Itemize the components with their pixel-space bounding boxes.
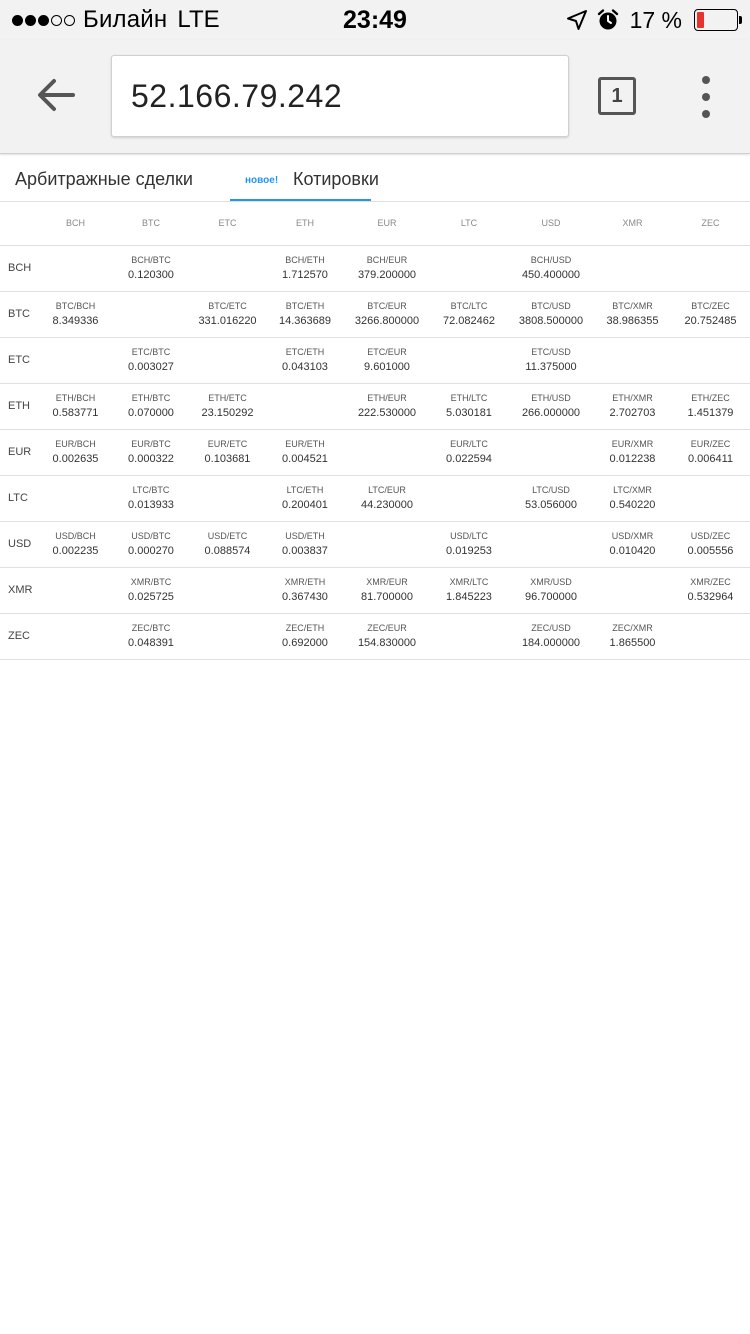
quote-pair: BTC/BCH [55, 300, 96, 311]
quote-cell [671, 475, 750, 521]
quote-value: 1.712570 [282, 268, 328, 281]
quote-cell [508, 567, 594, 613]
quote-pair: LTC/XMR [613, 484, 652, 495]
quote-cell [594, 475, 671, 521]
quote-pair: XMR/BTC [130, 576, 172, 587]
quote-pair: LTC/EUR [368, 484, 406, 495]
quote-value: 0.000322 [128, 452, 174, 465]
quote-pair: ETH/XMR [612, 392, 653, 403]
quote-cell [266, 383, 344, 429]
quote-cell [38, 521, 113, 567]
quote-cell [266, 429, 344, 475]
quote-pair: XMR/USD [530, 576, 572, 587]
row-header: USD [0, 521, 38, 567]
quote-pair: BCH/ETH [285, 254, 325, 265]
quote-cell [671, 521, 750, 567]
quote-value: 331.016220 [198, 314, 257, 327]
quote-cell [430, 291, 508, 337]
status-right [566, 6, 738, 34]
quote-pair: ZEC/BTC [131, 622, 171, 633]
quote-cell [430, 245, 508, 291]
quote-value: 0.048391 [128, 636, 174, 649]
table-row [0, 613, 750, 659]
quote-cell [113, 245, 189, 291]
quote-pair: XMR/EUR [366, 576, 408, 587]
quote-value: 0.583771 [52, 406, 99, 419]
quote-value: 222.530000 [357, 406, 417, 419]
quote-value: 266.000000 [521, 406, 581, 419]
tab-quotes-label: Котировки [293, 169, 379, 189]
quote-value: 0.012238 [609, 452, 656, 465]
quote-value: 0.005556 [687, 544, 734, 557]
page-tabs [0, 154, 750, 202]
quote-pair: BTC/ETH [285, 300, 325, 311]
quote-pair: BTC/USD [531, 300, 571, 311]
quote-pair: USD/BTC [131, 530, 171, 541]
quote-cell [594, 337, 671, 383]
quote-cell [344, 475, 430, 521]
quote-cell [38, 613, 113, 659]
quote-pair: USD/BCH [55, 530, 96, 541]
quote-value: 0.010420 [609, 544, 656, 557]
quote-cell [344, 567, 430, 613]
quote-pair: BCH/EUR [366, 254, 408, 265]
quote-cell [508, 383, 594, 429]
quote-pair: ETH/ZEC [691, 392, 730, 403]
quote-cell [113, 337, 189, 383]
quote-value: 0.002635 [52, 452, 99, 465]
location-arrow-icon [566, 9, 588, 31]
row-header: ETH [0, 383, 38, 429]
quote-pair: LTC/BTC [132, 484, 170, 495]
quote-value: 379.200000 [357, 268, 417, 281]
network-type: LTE [177, 6, 220, 33]
table-row [0, 245, 750, 291]
column-header: BCH [38, 202, 113, 245]
quote-value: 0.540220 [609, 498, 656, 511]
quote-value: 11.375000 [525, 360, 577, 373]
quote-pair: XMR/ZEC [690, 576, 731, 587]
quote-pair: BTC/LTC [450, 300, 488, 311]
quote-cell [671, 613, 750, 659]
quote-cell [508, 521, 594, 567]
battery-icon [694, 9, 738, 31]
quote-cell [508, 429, 594, 475]
quote-cell [344, 613, 430, 659]
quote-cell [671, 337, 750, 383]
quote-cell [113, 291, 189, 337]
quote-pair: XMR/ETH [284, 576, 326, 587]
quote-cell [430, 613, 508, 659]
quote-value: 0.006411 [687, 452, 734, 465]
quote-pair: ETH/USD [531, 392, 571, 403]
quote-value: 8.349336 [52, 314, 99, 327]
column-header: ETH [266, 202, 344, 245]
quote-pair: BTC/ZEC [691, 300, 730, 311]
quote-cell [113, 521, 189, 567]
quote-value: 0.103681 [204, 452, 251, 465]
quote-pair: ETH/BTC [131, 392, 171, 403]
row-header: ETC [0, 337, 38, 383]
quote-pair: ZEC/XMR [612, 622, 653, 633]
quote-value: 14.363689 [279, 314, 331, 327]
quote-pair: BCH/USD [530, 254, 572, 265]
address-bar[interactable] [111, 55, 569, 137]
quote-pair: LTC/ETH [286, 484, 324, 495]
column-header: BTC [113, 202, 189, 245]
quote-cell [189, 567, 266, 613]
quote-cell [508, 337, 594, 383]
quote-pair: ZEC/EUR [367, 622, 407, 633]
quote-pair: USD/ETH [285, 530, 325, 541]
quote-value: 0.043103 [282, 360, 328, 373]
quote-value: 2.702703 [609, 406, 656, 419]
table-row [0, 383, 750, 429]
status-time: 23:49 [343, 6, 407, 34]
quote-pair: USD/LTC [450, 530, 488, 541]
quote-value: 5.030181 [446, 406, 492, 419]
table-row [0, 475, 750, 521]
row-header: LTC [0, 475, 38, 521]
battery-percent: 17 % [629, 6, 682, 33]
quote-pair: EUR/BTC [131, 438, 171, 449]
quote-pair: BCH/BTC [131, 254, 171, 265]
quote-value: 81.700000 [361, 590, 413, 603]
quote-pair: ETC/BTC [131, 346, 171, 357]
quote-cell [344, 429, 430, 475]
quote-cell [671, 429, 750, 475]
quote-value: 1.451379 [687, 406, 734, 419]
quotes-table [0, 202, 750, 660]
quote-pair: ZEC/ETH [285, 622, 325, 633]
back-button[interactable] [28, 67, 84, 123]
quote-pair: ETH/BCH [55, 392, 96, 403]
quote-cell [508, 475, 594, 521]
quote-cell [266, 613, 344, 659]
quote-value: 23.150292 [201, 406, 254, 419]
quote-pair: EUR/ETC [207, 438, 248, 449]
quote-cell [38, 337, 113, 383]
quote-value: 0.022594 [446, 452, 492, 465]
quote-cell [594, 383, 671, 429]
quote-value: 0.004521 [282, 452, 328, 465]
tab-arbitrage[interactable]: Арбитражные сделки [15, 169, 193, 189]
quote-cell [430, 521, 508, 567]
table-header-row [0, 202, 750, 245]
table-row [0, 337, 750, 383]
quote-value: 0.692000 [282, 636, 328, 649]
quote-value: 20.752485 [684, 314, 737, 327]
quote-cell [430, 383, 508, 429]
quote-cell [266, 475, 344, 521]
quote-value: 44.230000 [361, 498, 413, 511]
quote-cell [344, 521, 430, 567]
column-header: ETC [189, 202, 266, 245]
row-header: BTC [0, 291, 38, 337]
menu-dot [702, 93, 710, 101]
quote-cell [189, 521, 266, 567]
alarm-clock-icon [596, 8, 620, 32]
table-row [0, 429, 750, 475]
quote-value: 96.700000 [525, 590, 577, 603]
table-body [0, 245, 750, 659]
quote-pair: ETH/LTC [450, 392, 488, 403]
quote-value: 9.601000 [364, 360, 410, 373]
quote-cell [594, 567, 671, 613]
quote-pair: USD/XMR [611, 530, 654, 541]
quote-pair: XMR/LTC [449, 576, 489, 587]
quote-cell [38, 475, 113, 521]
arrow-left-icon [37, 78, 75, 112]
quote-value: 0.088574 [204, 544, 251, 557]
quote-pair: BTC/XMR [612, 300, 653, 311]
tab-switcher-button[interactable]: 1 [598, 77, 636, 115]
quote-value: 0.200401 [282, 498, 328, 511]
quote-cell [671, 245, 750, 291]
quote-cell [189, 475, 266, 521]
new-badge: новое! [245, 175, 279, 186]
column-header: XMR [594, 202, 671, 245]
quote-value: 0.000270 [128, 544, 174, 557]
quote-pair: EUR/XMR [611, 438, 654, 449]
status-bar [0, 0, 750, 40]
quote-pair: LTC/USD [532, 484, 570, 495]
quote-value: 0.003837 [282, 544, 328, 557]
quote-pair: EUR/LTC [450, 438, 488, 449]
quote-cell [344, 383, 430, 429]
browser-toolbar [0, 40, 750, 154]
quote-value: 3808.500000 [518, 314, 584, 327]
column-header: EUR [344, 202, 430, 245]
quote-cell [113, 429, 189, 475]
quote-pair: ETC/EUR [367, 346, 407, 357]
quote-value: 0.003027 [128, 360, 174, 373]
row-header: EUR [0, 429, 38, 475]
quote-cell [266, 521, 344, 567]
table-row [0, 567, 750, 613]
quote-cell [508, 245, 594, 291]
quote-cell [671, 291, 750, 337]
quote-cell [266, 337, 344, 383]
quote-cell [266, 291, 344, 337]
quote-pair: USD/ZEC [690, 530, 731, 541]
quote-value: 72.082462 [443, 314, 495, 327]
quote-pair: ETC/USD [531, 346, 571, 357]
quote-cell [189, 383, 266, 429]
quote-pair: BTC/ETC [208, 300, 247, 311]
quote-value: 1.865500 [609, 636, 656, 649]
quote-cell [189, 429, 266, 475]
quote-cell [266, 245, 344, 291]
quote-cell [430, 567, 508, 613]
quote-value: 1.845223 [446, 590, 492, 603]
quote-pair: BTC/EUR [367, 300, 407, 311]
quote-value: 0.025725 [128, 590, 174, 603]
tab-quotes[interactable] [230, 154, 379, 201]
quote-cell [594, 521, 671, 567]
battery-level [697, 12, 704, 28]
menu-dot [702, 76, 710, 84]
row-header: BCH [0, 245, 38, 291]
quote-cell [113, 567, 189, 613]
quote-value: 450.400000 [521, 268, 581, 281]
quote-cell [430, 475, 508, 521]
quote-cell [38, 383, 113, 429]
quote-cell [113, 475, 189, 521]
quote-cell [594, 429, 671, 475]
quote-cell [594, 245, 671, 291]
row-header: ZEC [0, 613, 38, 659]
quote-cell [344, 291, 430, 337]
quote-value: 0.013933 [128, 498, 174, 511]
quote-value: 0.367430 [282, 590, 328, 603]
quote-cell [594, 291, 671, 337]
corner-header [0, 202, 38, 245]
quote-cell [189, 245, 266, 291]
quote-cell [38, 291, 113, 337]
column-header: LTC [430, 202, 508, 245]
quote-value: 0.019253 [446, 544, 492, 557]
quote-pair: ZEC/USD [531, 622, 571, 633]
more-menu-button[interactable] [690, 76, 722, 118]
quote-cell [671, 383, 750, 429]
table-row [0, 521, 750, 567]
column-header: ZEC [671, 202, 750, 245]
quote-cell [430, 337, 508, 383]
quote-value: 184.000000 [521, 636, 581, 649]
quote-value: 3266.800000 [354, 314, 420, 327]
quote-cell [266, 567, 344, 613]
quote-cell [508, 613, 594, 659]
url-text: 52.166.79.242 [131, 78, 343, 114]
quote-cell [113, 613, 189, 659]
quote-value: 154.830000 [357, 636, 417, 649]
row-header: XMR [0, 567, 38, 613]
quote-cell [38, 567, 113, 613]
column-header: USD [508, 202, 594, 245]
quote-value: 38.986355 [606, 314, 659, 327]
quote-cell [189, 337, 266, 383]
quote-pair: EUR/ZEC [690, 438, 731, 449]
quote-cell [38, 245, 113, 291]
quote-pair: EUR/ETH [285, 438, 325, 449]
quote-pair: ETC/ETH [285, 346, 325, 357]
quote-value: 0.120300 [128, 268, 174, 281]
quote-value: 0.532964 [687, 590, 734, 603]
quote-cell [38, 429, 113, 475]
quote-pair: USD/ETC [207, 530, 248, 541]
quote-value: 53.056000 [525, 498, 577, 511]
quote-value: 0.070000 [128, 406, 174, 419]
quote-value: 0.002235 [52, 544, 99, 557]
quote-cell [344, 245, 430, 291]
quote-cell [671, 567, 750, 613]
quote-pair: ETH/EUR [367, 392, 407, 403]
quote-cell [189, 613, 266, 659]
quote-cell [113, 383, 189, 429]
quote-pair: ETH/ETC [208, 392, 247, 403]
table-row [0, 291, 750, 337]
menu-dot [702, 110, 710, 118]
quote-cell [508, 291, 594, 337]
quote-cell [189, 291, 266, 337]
quote-cell [430, 429, 508, 475]
carrier-name: Билайн [83, 6, 168, 33]
quote-cell [344, 337, 430, 383]
quote-pair: EUR/BCH [55, 438, 96, 449]
quote-cell [594, 613, 671, 659]
